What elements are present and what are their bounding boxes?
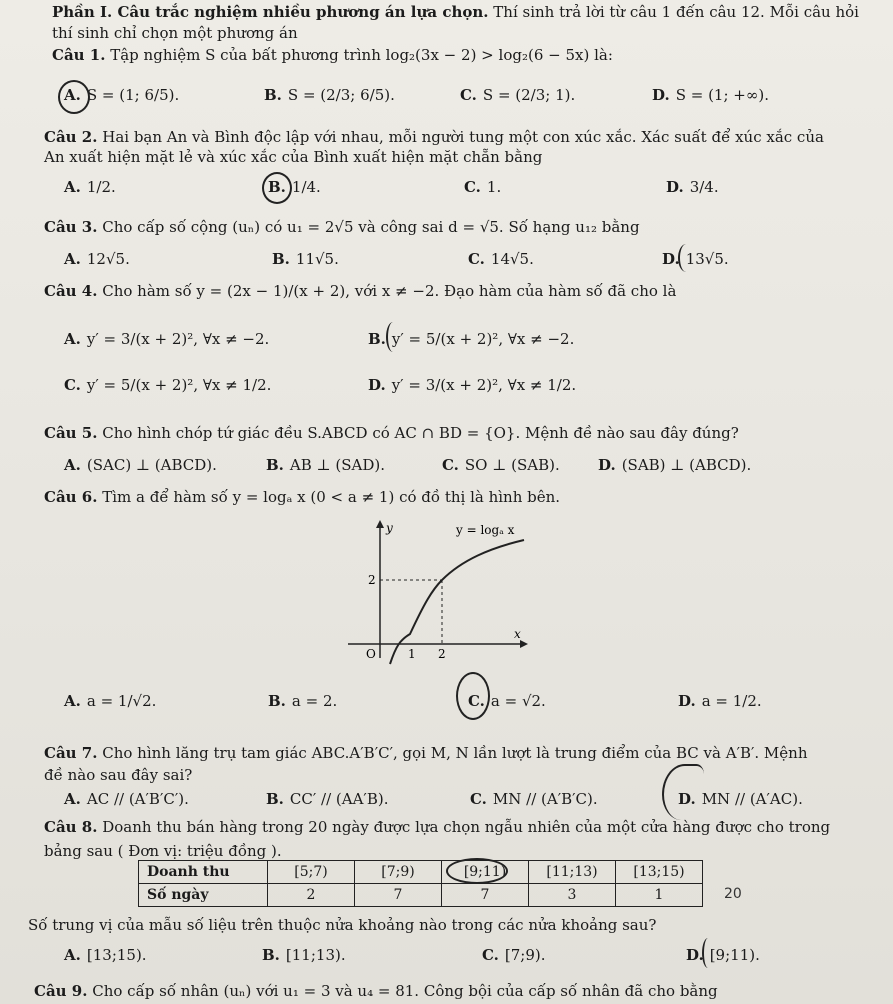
q7-stem-2: đề nào sau đây sai? bbox=[44, 766, 193, 784]
q9-label: Câu 9. bbox=[34, 982, 88, 1000]
q4-option-b[interactable]: B. y′ = 5/(x + 2)², ∀x ≠ −2. bbox=[368, 330, 575, 348]
q2-stem-2: An xuất hiện mặt lẻ và xúc xắc của Bình xuất hiện mặt chẵn bằng bbox=[44, 148, 543, 166]
part-title: Phần I. Câu trắc nghiệm nhiều phương án lựa chọn. bbox=[52, 3, 489, 21]
q3-text: Cho cấp số cộng (uₙ) có u₁ = 2√5 và công sai d = √5. Số hạng u₁₂ bằng bbox=[102, 218, 640, 236]
table-row-revenue bbox=[139, 861, 703, 884]
count-cell: 2 bbox=[268, 884, 355, 907]
q6-option-d[interactable]: D. a = 1/2. bbox=[678, 692, 762, 710]
q3-answer-mark bbox=[678, 244, 694, 272]
q1-label: Câu 1. bbox=[52, 46, 106, 64]
q7-answer-mark bbox=[662, 764, 704, 820]
tick-x1: 1 bbox=[408, 647, 416, 661]
curve-label: y = logₐ x bbox=[456, 523, 515, 537]
y-axis-label: y bbox=[386, 521, 393, 535]
q4-stem bbox=[44, 282, 676, 300]
q3-option-c[interactable]: C. 14√5. bbox=[468, 250, 534, 268]
q7-label: Câu 7. bbox=[44, 744, 98, 762]
q4-option-c[interactable]: C. y′ = 5/(x + 2)², ∀x ≠ 1/2. bbox=[64, 376, 272, 394]
count-cell: 3 bbox=[529, 884, 616, 907]
q5-option-d[interactable]: D. (SAB) ⊥ (ABCD). bbox=[598, 456, 752, 474]
q1-option-b[interactable]: B. S = (2/3; 6/5). bbox=[264, 86, 395, 104]
row-label-revenue: Doanh thu bbox=[139, 861, 268, 884]
q2-option-d[interactable]: D. 3/4. bbox=[666, 178, 719, 196]
q8-stem bbox=[44, 818, 830, 836]
q5-stem bbox=[44, 424, 739, 442]
q8-option-b[interactable]: B. [11;13). bbox=[262, 946, 346, 964]
q7-option-c[interactable]: C. MN // (A′B′C). bbox=[470, 790, 598, 808]
q7-text: Cho hình lăng trụ tam giác ABC.A′B′C′, gọi M, N lần lượt là trung điểm của BC và A′B′. Mệnh bbox=[102, 744, 808, 762]
q5-option-b[interactable]: B. AB ⊥ (SAD). bbox=[266, 456, 386, 474]
q5-option-a[interactable]: A. (SAC) ⊥ (ABCD). bbox=[64, 456, 217, 474]
q1-option-a[interactable]: A. S = (1; 6/5). bbox=[64, 86, 180, 104]
q8-option-c[interactable]: C. [7;9). bbox=[482, 946, 546, 964]
log-curve bbox=[390, 540, 524, 664]
q6-option-a[interactable]: A. a = 1/√2. bbox=[64, 692, 157, 710]
q2-option-a[interactable]: A. 1/2. bbox=[64, 178, 116, 196]
q5-text: Cho hình chóp tứ giác đều S.ABCD có AC ∩ BD = {O}. Mệnh đề nào sau đây đúng? bbox=[102, 424, 739, 442]
q6-option-b[interactable]: B. a = 2. bbox=[268, 692, 338, 710]
q2-stem bbox=[44, 128, 824, 146]
origin-label: O bbox=[366, 647, 376, 661]
interval-cell: [9;11) bbox=[442, 861, 529, 884]
x-axis-arrow bbox=[520, 640, 528, 648]
q6-option-c[interactable]: C. a = √2. bbox=[468, 692, 546, 710]
tick-x2: 2 bbox=[438, 647, 446, 661]
handwritten-note: 20 bbox=[724, 886, 742, 902]
instruction-text: Thí sinh trả lời từ câu 1 đến câu 12. Mỗi câu hỏi bbox=[493, 3, 859, 21]
interval-cell: [5;7) bbox=[268, 861, 355, 884]
q3-option-a[interactable]: A. 12√5. bbox=[64, 250, 130, 268]
q1-option-c[interactable]: C. S = (2/3; 1). bbox=[460, 86, 576, 104]
q8-answer-mark bbox=[702, 938, 714, 968]
q4-option-d[interactable]: D. y′ = 3/(x + 2)², ∀x ≠ 1/2. bbox=[368, 376, 577, 394]
q7-option-b[interactable]: B. CC′ // (AA′B). bbox=[266, 790, 389, 808]
q2-option-c[interactable]: C. 1. bbox=[464, 178, 502, 196]
revenue-table bbox=[138, 860, 703, 907]
q4-text: Cho hàm số y = (2x − 1)/(x + 2), với x ≠ −2. Đạo hàm của hàm số đã cho là bbox=[102, 282, 677, 300]
count-cell: 7 bbox=[442, 884, 529, 907]
q2-answer-mark bbox=[262, 172, 292, 204]
interval-cell: [11;13) bbox=[529, 861, 616, 884]
q5-option-c[interactable]: C. SO ⊥ (SAB). bbox=[442, 456, 560, 474]
q6-stem bbox=[44, 488, 560, 506]
q7-option-d[interactable]: D. MN // (A′AC). bbox=[678, 790, 803, 808]
q8-question: Số trung vị của mẫu số liệu trên thuộc nửa khoảng nào trong các nửa khoảng sau? bbox=[28, 916, 657, 934]
q3-label: Câu 3. bbox=[44, 218, 98, 236]
q4-answer-mark bbox=[386, 322, 400, 352]
instruction-line2: thí sinh chỉ chọn một phương án bbox=[52, 24, 298, 42]
q1-answer-mark bbox=[58, 80, 90, 114]
count-cell: 7 bbox=[355, 884, 442, 907]
row-label-days: Số ngày bbox=[139, 884, 268, 907]
q4-label: Câu 4. bbox=[44, 282, 98, 300]
q8-option-a[interactable]: A. [13;15). bbox=[64, 946, 147, 964]
tick-y2: 2 bbox=[368, 573, 376, 587]
q1-text: Tập nghiệm S của bất phương trình log₂(3x − 2) > log₂(6 − 5x) là: bbox=[110, 46, 613, 64]
q1-stem bbox=[52, 46, 613, 64]
q8-option-d[interactable]: D. [9;11). bbox=[686, 946, 760, 964]
q3-option-d[interactable]: D. 13√5. bbox=[662, 250, 729, 268]
y-axis-arrow bbox=[376, 520, 384, 528]
q8-label: Câu 8. bbox=[44, 818, 98, 836]
q7-stem bbox=[44, 744, 808, 762]
q6-label: Câu 6. bbox=[44, 488, 98, 506]
q9-text: Cho cấp số nhân (uₙ) với u₁ = 3 và u₄ = 81. Công bội của cấp số nhân đã cho bằng bbox=[92, 982, 718, 1000]
q3-stem bbox=[44, 218, 640, 236]
log-graph bbox=[338, 518, 538, 668]
q1-option-d[interactable]: D. S = (1; +∞). bbox=[652, 86, 769, 104]
q8-text: Doanh thu bán hàng trong 20 ngày được lựa chọn ngẫu nhiên của một cửa hàng được cho trong bbox=[102, 818, 831, 836]
part-header bbox=[52, 3, 859, 21]
q4-option-a[interactable]: A. y′ = 3/(x + 2)², ∀x ≠ −2. bbox=[64, 330, 270, 348]
q2-label: Câu 2. bbox=[44, 128, 98, 146]
q5-label: Câu 5. bbox=[44, 424, 98, 442]
q8-table-mark bbox=[446, 858, 508, 884]
q7-option-a[interactable]: A. AC // (A′B′C′). bbox=[64, 790, 189, 808]
q9-stem bbox=[34, 982, 718, 1000]
q2-text: Hai bạn An và Bình độc lập với nhau, mỗi người tung một con xúc xắc. Xác suất để xúc xắc của bbox=[102, 128, 824, 146]
x-axis-label: x bbox=[514, 627, 521, 641]
q6-answer-mark bbox=[456, 672, 490, 720]
q6-text: Tìm a để hàm số y = logₐ x (0 < a ≠ 1) có đồ thị là hình bên. bbox=[102, 488, 561, 506]
interval-cell: [13;15) bbox=[616, 861, 703, 884]
count-cell: 1 bbox=[616, 884, 703, 907]
q2-option-b[interactable]: B. 1/4. bbox=[268, 178, 321, 196]
q3-option-b[interactable]: B. 11√5. bbox=[272, 250, 339, 268]
q8-stem-2: bảng sau ( Đơn vị: triệu đồng ). bbox=[44, 842, 282, 860]
table-row-days bbox=[139, 884, 703, 907]
interval-cell: [7;9) bbox=[355, 861, 442, 884]
